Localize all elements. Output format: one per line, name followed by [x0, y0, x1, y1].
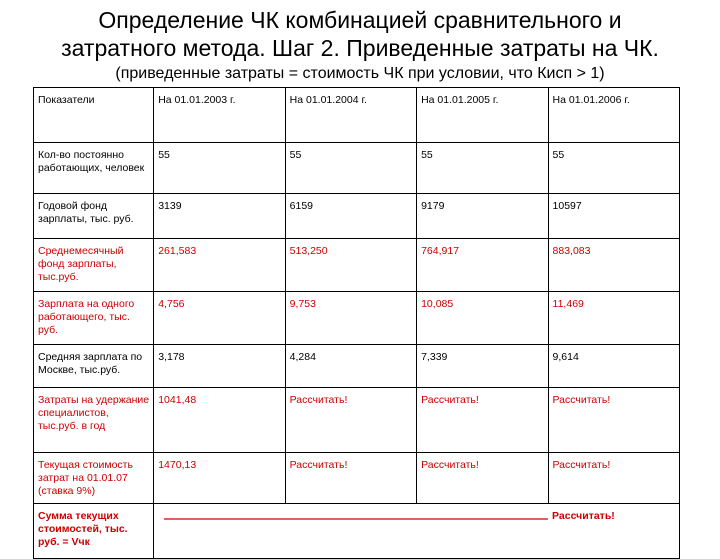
valuation-table — [33, 87, 680, 559]
table-cell: 764,917 — [417, 239, 548, 292]
table-row — [34, 239, 680, 292]
table-cell: 1041,48 — [154, 388, 285, 453]
table-cell: 55 — [154, 143, 285, 194]
row-label: Средняя зарплата по Москве, тыс.руб. — [34, 345, 154, 388]
header-cell: На 01.01.2004 г. — [285, 88, 416, 143]
table-cell: 261,583 — [154, 239, 285, 292]
table-cell: 11,469 — [548, 292, 679, 345]
arrow-span-cell — [154, 504, 548, 559]
summary-label: Сумма текущих стоимостей, тыс. руб. = Vчк — [34, 504, 154, 559]
title-line-2: затратного метода. Шаг 2. Приведенные затраты на ЧК. — [61, 35, 659, 61]
table-cell: 6159 — [285, 194, 416, 239]
summary-value: Рассчитать! — [548, 504, 679, 559]
header-cell: На 01.01.2003 г. — [154, 88, 285, 143]
header-cell: На 01.01.2005 г. — [417, 88, 548, 143]
table-cell: Рассчитать! — [417, 453, 548, 504]
table-cell: Рассчитать! — [285, 388, 416, 453]
table-row — [34, 194, 680, 239]
table-cell: 1470,13 — [154, 453, 285, 504]
table-cell: Рассчитать! — [285, 453, 416, 504]
page-title — [0, 6, 720, 62]
right-arrow-icon — [164, 514, 548, 524]
summary-row — [34, 504, 680, 559]
table-cell: 513,250 — [285, 239, 416, 292]
table-cell: 10597 — [548, 194, 679, 239]
table-cell: 9,614 — [548, 345, 679, 388]
page-subtitle: (приведенные затраты = стоимость ЧК при условии, что Кисп > 1) — [115, 65, 605, 82]
table-cell: 9179 — [417, 194, 548, 239]
table-cell: 3,178 — [154, 345, 285, 388]
row-label: Годовой фонд зарплаты, тыс. руб. — [34, 194, 154, 239]
table-cell: 55 — [285, 143, 416, 194]
table-cell: 883,083 — [548, 239, 679, 292]
table-cell: 55 — [548, 143, 679, 194]
table-row — [34, 388, 680, 453]
table-cell: 7,339 — [417, 345, 548, 388]
table-row — [34, 453, 680, 504]
table-cell: Рассчитать! — [548, 453, 679, 504]
row-label: Затраты на удержание специалистов, тыс.руб. в год — [34, 388, 154, 453]
table-cell: 10,085 — [417, 292, 548, 345]
table-cell: 4,756 — [154, 292, 285, 345]
table-cell: 9,753 — [285, 292, 416, 345]
row-label: Кол-во постоянно работающих, человек — [34, 143, 154, 194]
table-cell: 55 — [417, 143, 548, 194]
table-cell: 4,284 — [285, 345, 416, 388]
row-label: Среднемесячный фонд зарплаты, тыс.руб. — [34, 239, 154, 292]
row-label: Зарплата на одного работающего, тыс. руб. — [34, 292, 154, 345]
row-label: Текущая стоимость затрат на 01.01.07 (ставка 9%) — [34, 453, 154, 504]
table-header-row — [34, 88, 680, 143]
table-cell: Рассчитать! — [417, 388, 548, 453]
table-cell: Рассчитать! — [548, 388, 679, 453]
table-row — [34, 143, 680, 194]
header-cell: На 01.01.2006 г. — [548, 88, 679, 143]
table-row — [34, 345, 680, 388]
table-row — [34, 292, 680, 345]
title-line-1: Определение ЧК комбинацией сравнительного и — [98, 7, 622, 33]
table-cell: 3139 — [154, 194, 285, 239]
header-cell: Показатели — [34, 88, 154, 143]
